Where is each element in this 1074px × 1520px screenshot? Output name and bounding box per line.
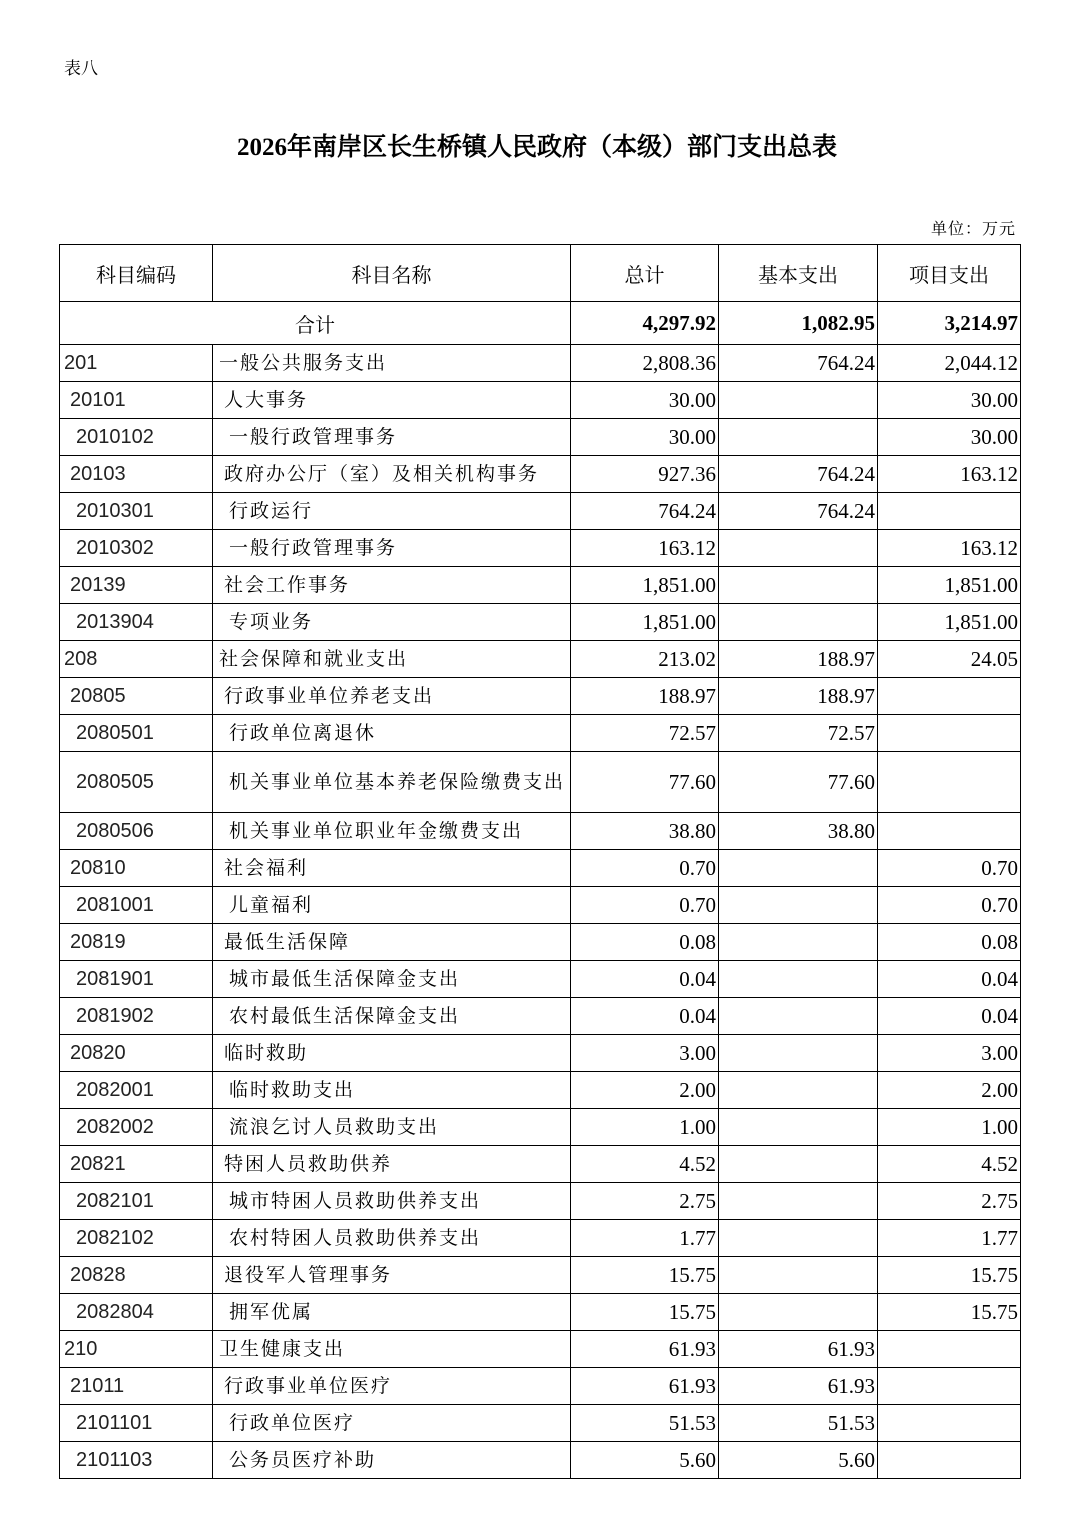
cell-project: 30.00	[878, 382, 1021, 419]
cell-code: 2010102	[60, 419, 213, 456]
cell-name: 最低生活保障	[213, 924, 571, 961]
cell-code: 2013904	[60, 604, 213, 641]
cell-code: 20828	[60, 1257, 213, 1294]
table-row	[60, 813, 1021, 850]
cell-project: 1.00	[878, 1109, 1021, 1146]
cell-code: 21011	[60, 1368, 213, 1405]
cell-total: 1.00	[571, 1109, 719, 1146]
cell-total: 61.93	[571, 1368, 719, 1405]
cell-name: 一般行政管理事务	[213, 530, 571, 567]
cell-project	[878, 1442, 1021, 1479]
cell-total: 213.02	[571, 641, 719, 678]
cell-basic: 188.97	[719, 641, 878, 678]
cell-project	[878, 1368, 1021, 1405]
cell-name: 儿童福利	[213, 887, 571, 924]
cell-name: 社会保障和就业支出	[213, 641, 571, 678]
cell-total: 2.75	[571, 1183, 719, 1220]
table-row	[60, 1072, 1021, 1109]
cell-name: 流浪乞讨人员救助支出	[213, 1109, 571, 1146]
cell-code: 2010302	[60, 530, 213, 567]
cell-project: 2.00	[878, 1072, 1021, 1109]
cell-basic	[719, 419, 878, 456]
cell-name: 机关事业单位职业年金缴费支出	[213, 813, 571, 850]
header-row	[60, 245, 1021, 302]
table-row	[60, 1183, 1021, 1220]
cell-basic	[719, 850, 878, 887]
cell-total: 2.00	[571, 1072, 719, 1109]
cell-code: 2082101	[60, 1183, 213, 1220]
cell-code: 2080505	[60, 752, 213, 813]
cell-name: 行政事业单位医疗	[213, 1368, 571, 1405]
cell-project	[878, 493, 1021, 530]
cell-basic	[719, 382, 878, 419]
cell-basic	[719, 604, 878, 641]
cell-code: 20821	[60, 1146, 213, 1183]
table-row	[60, 1405, 1021, 1442]
cell-total: 0.04	[571, 961, 719, 998]
table-row	[60, 924, 1021, 961]
cell-total: 72.57	[571, 715, 719, 752]
cell-project: 3.00	[878, 1035, 1021, 1072]
expenditure-table	[59, 244, 1021, 1479]
cell-project: 2.75	[878, 1183, 1021, 1220]
cell-code: 20820	[60, 1035, 213, 1072]
cell-basic: 764.24	[719, 456, 878, 493]
cell-basic: 188.97	[719, 678, 878, 715]
cell-total: 2,808.36	[571, 345, 719, 382]
cell-project: 1,851.00	[878, 567, 1021, 604]
cell-total: 15.75	[571, 1257, 719, 1294]
header-basic: 基本支出	[719, 245, 878, 302]
cell-project: 2,044.12	[878, 345, 1021, 382]
table-row	[60, 1220, 1021, 1257]
cell-code: 2080501	[60, 715, 213, 752]
table-row	[60, 604, 1021, 641]
cell-name: 行政事业单位养老支出	[213, 678, 571, 715]
cell-code: 20805	[60, 678, 213, 715]
cell-basic: 77.60	[719, 752, 878, 813]
cell-name: 一般行政管理事务	[213, 419, 571, 456]
cell-total: 1.77	[571, 1220, 719, 1257]
total-label: 合计	[60, 302, 571, 345]
cell-total: 4.52	[571, 1146, 719, 1183]
cell-code: 2082102	[60, 1220, 213, 1257]
cell-basic	[719, 1183, 878, 1220]
cell-total: 30.00	[571, 419, 719, 456]
table-row	[60, 752, 1021, 813]
cell-project	[878, 1405, 1021, 1442]
table-row	[60, 715, 1021, 752]
cell-total: 163.12	[571, 530, 719, 567]
cell-total: 5.60	[571, 1442, 719, 1479]
cell-total: 51.53	[571, 1405, 719, 1442]
cell-project: 0.70	[878, 887, 1021, 924]
cell-total: 15.75	[571, 1294, 719, 1331]
cell-basic: 764.24	[719, 493, 878, 530]
cell-name: 拥军优属	[213, 1294, 571, 1331]
cell-project: 15.75	[878, 1257, 1021, 1294]
cell-name: 专项业务	[213, 604, 571, 641]
cell-code: 210	[60, 1331, 213, 1368]
total-total: 4,297.92	[571, 302, 719, 345]
cell-code: 208	[60, 641, 213, 678]
cell-project: 0.70	[878, 850, 1021, 887]
cell-basic	[719, 887, 878, 924]
cell-total: 927.36	[571, 456, 719, 493]
cell-code: 2101103	[60, 1442, 213, 1479]
cell-basic	[719, 530, 878, 567]
cell-basic	[719, 1109, 878, 1146]
cell-total: 764.24	[571, 493, 719, 530]
table-row	[60, 567, 1021, 604]
page-title: 2026年南岸区长生桥镇人民政府（本级）部门支出总表	[236, 134, 837, 161]
table-row	[60, 678, 1021, 715]
table-row	[60, 530, 1021, 567]
unit-label: 单位：万元	[930, 219, 1016, 238]
cell-basic	[719, 567, 878, 604]
cell-basic: 764.24	[719, 345, 878, 382]
cell-total: 0.04	[571, 998, 719, 1035]
cell-name: 临时救助支出	[213, 1072, 571, 1109]
cell-basic	[719, 924, 878, 961]
cell-code: 2010301	[60, 493, 213, 530]
table-row	[60, 493, 1021, 530]
cell-project: 0.04	[878, 998, 1021, 1035]
cell-code: 2101101	[60, 1405, 213, 1442]
table-row	[60, 1442, 1021, 1479]
cell-code: 2082002	[60, 1109, 213, 1146]
cell-name: 城市特困人员救助供养支出	[213, 1183, 571, 1220]
cell-total: 3.00	[571, 1035, 719, 1072]
cell-name: 卫生健康支出	[213, 1331, 571, 1368]
cell-basic: 51.53	[719, 1405, 878, 1442]
cell-code: 2080506	[60, 813, 213, 850]
cell-name: 特困人员救助供养	[213, 1146, 571, 1183]
header-code: 科目编码	[60, 245, 213, 302]
cell-project: 1.77	[878, 1220, 1021, 1257]
cell-basic: 5.60	[719, 1442, 878, 1479]
header-project: 项目支出	[878, 245, 1021, 302]
cell-total: 1,851.00	[571, 604, 719, 641]
cell-code: 20101	[60, 382, 213, 419]
cell-project	[878, 752, 1021, 813]
cell-basic	[719, 1257, 878, 1294]
cell-name: 行政单位医疗	[213, 1405, 571, 1442]
cell-project	[878, 678, 1021, 715]
cell-project: 1,851.00	[878, 604, 1021, 641]
cell-project: 4.52	[878, 1146, 1021, 1183]
cell-name: 社会福利	[213, 850, 571, 887]
cell-code: 20139	[60, 567, 213, 604]
total-basic: 1,082.95	[719, 302, 878, 345]
cell-project	[878, 1331, 1021, 1368]
cell-project: 15.75	[878, 1294, 1021, 1331]
cell-basic	[719, 1146, 878, 1183]
cell-basic: 61.93	[719, 1368, 878, 1405]
table-row	[60, 998, 1021, 1035]
cell-name: 临时救助	[213, 1035, 571, 1072]
cell-basic	[719, 1072, 878, 1109]
table-number-label: 表八	[64, 59, 98, 79]
cell-total: 1,851.00	[571, 567, 719, 604]
table-row	[60, 1331, 1021, 1368]
cell-name: 农村最低生活保障金支出	[213, 998, 571, 1035]
total-row	[60, 302, 1021, 345]
cell-name: 公务员医疗补助	[213, 1442, 571, 1479]
cell-code: 20810	[60, 850, 213, 887]
cell-project	[878, 715, 1021, 752]
cell-name: 机关事业单位基本养老保险缴费支出	[213, 752, 571, 813]
table-row	[60, 1109, 1021, 1146]
cell-project: 30.00	[878, 419, 1021, 456]
cell-name: 人大事务	[213, 382, 571, 419]
cell-basic	[719, 998, 878, 1035]
cell-total: 38.80	[571, 813, 719, 850]
table-row	[60, 419, 1021, 456]
cell-total: 0.70	[571, 850, 719, 887]
cell-basic	[719, 961, 878, 998]
header-total: 总计	[571, 245, 719, 302]
cell-project	[878, 813, 1021, 850]
table-row	[60, 1035, 1021, 1072]
cell-name: 行政运行	[213, 493, 571, 530]
cell-name: 政府办公厅（室）及相关机构事务	[213, 456, 571, 493]
table-row	[60, 641, 1021, 678]
cell-code: 201	[60, 345, 213, 382]
cell-basic: 72.57	[719, 715, 878, 752]
cell-code: 2081001	[60, 887, 213, 924]
cell-total: 0.08	[571, 924, 719, 961]
table-row	[60, 961, 1021, 998]
cell-project: 163.12	[878, 456, 1021, 493]
cell-project: 24.05	[878, 641, 1021, 678]
table-row	[60, 382, 1021, 419]
cell-project: 0.08	[878, 924, 1021, 961]
cell-total: 61.93	[571, 1331, 719, 1368]
table-row	[60, 345, 1021, 382]
total-project: 3,214.97	[878, 302, 1021, 345]
cell-total: 0.70	[571, 887, 719, 924]
cell-project: 0.04	[878, 961, 1021, 998]
cell-basic	[719, 1035, 878, 1072]
cell-name: 农村特困人员救助供养支出	[213, 1220, 571, 1257]
table-row	[60, 1368, 1021, 1405]
cell-code: 20819	[60, 924, 213, 961]
cell-name: 城市最低生活保障金支出	[213, 961, 571, 998]
cell-basic: 38.80	[719, 813, 878, 850]
header-name: 科目名称	[213, 245, 571, 302]
cell-name: 退役军人管理事务	[213, 1257, 571, 1294]
cell-name: 一般公共服务支出	[213, 345, 571, 382]
table-row	[60, 456, 1021, 493]
cell-basic	[719, 1220, 878, 1257]
table-row	[60, 1257, 1021, 1294]
cell-total: 30.00	[571, 382, 719, 419]
cell-code: 2081902	[60, 998, 213, 1035]
cell-project: 163.12	[878, 530, 1021, 567]
cell-basic	[719, 1294, 878, 1331]
cell-basic: 61.93	[719, 1331, 878, 1368]
cell-code: 20103	[60, 456, 213, 493]
table-row	[60, 850, 1021, 887]
cell-code: 2082001	[60, 1072, 213, 1109]
table-row	[60, 1294, 1021, 1331]
table-row	[60, 1146, 1021, 1183]
table-row	[60, 887, 1021, 924]
cell-total: 188.97	[571, 678, 719, 715]
cell-code: 2082804	[60, 1294, 213, 1331]
cell-code: 2081901	[60, 961, 213, 998]
cell-name: 行政单位离退休	[213, 715, 571, 752]
cell-total: 77.60	[571, 752, 719, 813]
cell-name: 社会工作事务	[213, 567, 571, 604]
